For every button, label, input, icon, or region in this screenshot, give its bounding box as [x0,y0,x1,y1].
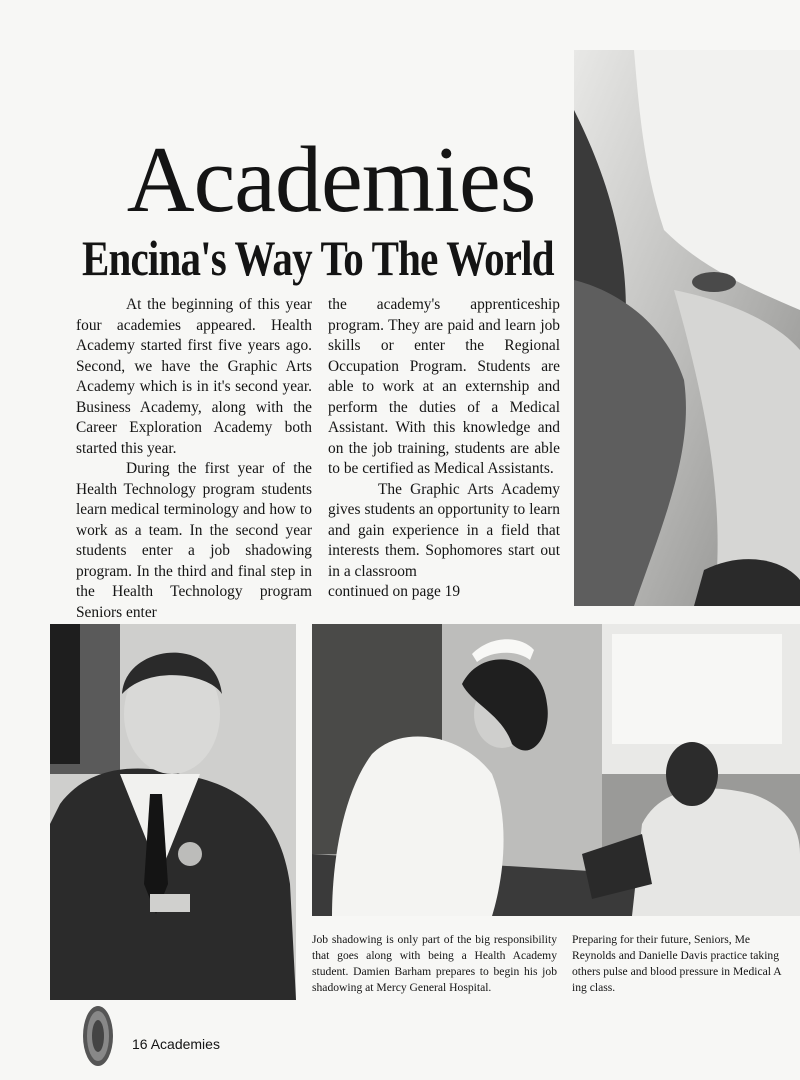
paragraph-1: At the beginning of this year four academies appeared. Health Academy started first five years ago. Second, we have the Graphic Arts Academy which is in it's second year. Business Academy, along with the Career Exploration Academy both started this year. [76,296,312,457]
paragraph-4: The Graphic Arts Academy gives students an opportunity to learn and gain experience in a field that interests them. Sophomores start out in a classroom [328,480,560,580]
caption-right-line-3: others pulse and blood pressure in Medical A [572,965,782,978]
caption-right-line-1: Preparing for their future, Seniors, Me [572,933,751,946]
page-title: Academies [126,128,536,232]
article-column-2 [328,295,560,603]
continued-note: continued on page 19 [328,583,461,600]
school-seal-icon [82,1004,114,1068]
paragraph-3: the academy's apprenticeship program. They are paid and learn job skills or enter the Regional Occupation Program. Students are able to work at an externship and perform the duties of a Medical Assistant. With this knowledge and on the job training, students are able to be certified as Medical Assistants. [328,296,560,477]
photo-caption-right [572,932,800,996]
top-right-photo-graphic [574,50,800,606]
caption-right-line-4: ing class. [572,981,616,994]
blood-pressure-graphic [312,624,800,916]
page-subtitle: Encina's Way To The World [82,230,554,286]
top-right-photo [574,50,800,606]
article-column-1 [76,295,312,623]
page-folio: 16 Academies [132,1036,220,1052]
paragraph-2: During the first year of the Health Technology program students learn medical terminology and how to work as a team. In the second year students enter a job shadowing program. In the third and final step in the Health Technology program Seniors enter [76,460,312,621]
blood-pressure-photo [312,624,800,916]
photo-caption-left: Job shadowing is only part of the big responsibility that goes along with being a Health Academy student. Damien Barham prepares to begin his job shadowing at Mercy General Hospital. [312,933,557,994]
student-portrait-photo [50,624,296,1000]
student-portrait-graphic [50,624,296,1000]
caption-right-line-2: Reynolds and Danielle Davis practice taking [572,949,780,962]
